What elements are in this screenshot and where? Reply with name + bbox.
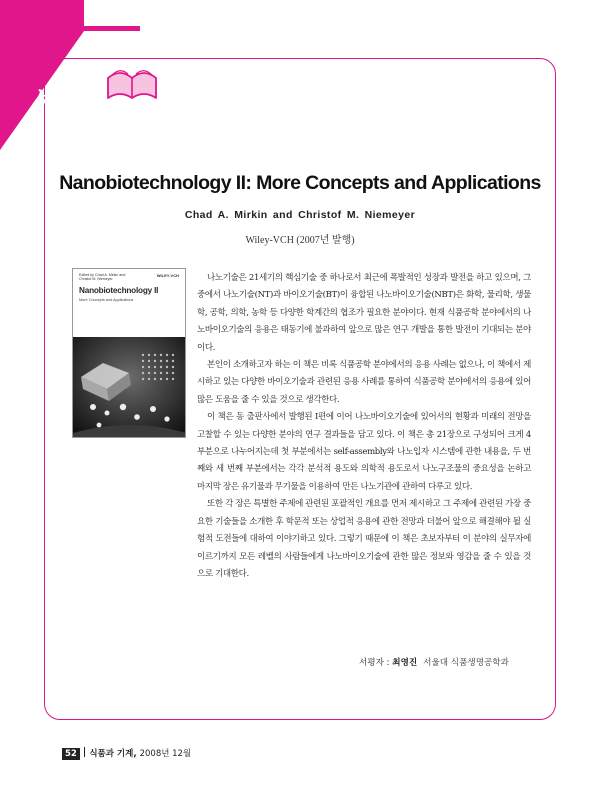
page-footer: [62, 747, 191, 761]
open-book-icon: [104, 64, 160, 104]
paragraph: 본인이 소개하고자 하는 이 책은 비록 식품공학 분야에서의 응용 사례는 없으나, 이 책에서 제시하고 있는 다양한 바이오기술과 관련된 응용 사례를 통하여 식품공학 분야에서의 응용에 있어 많은 도움을 줄 수 있을 것으로 생각한다.: [197, 360, 531, 405]
book-publisher: Wiley-VCH (2007년 발행): [245, 235, 355, 246]
section-number: (1): [79, 98, 95, 111]
cover-publisher-logo: WILEY-VCH: [156, 273, 179, 278]
page-number: 52: [62, 748, 80, 760]
issue-date: 2008년 12월: [139, 749, 192, 759]
cover-editors: Edited by Chad A. Mirkin and Christof M. Niemeyer: [79, 273, 126, 282]
book-title: Nanobiotechnology II: More Concepts and Applications: [59, 172, 541, 194]
reviewer-affiliation: 서울대 식품생명공학과: [423, 658, 509, 668]
reviewer-credit: [359, 656, 509, 668]
review-body: [197, 270, 531, 583]
cover-subtitle: More Concepts and Applications: [79, 298, 134, 303]
footer-divider: [84, 747, 86, 757]
book-authors: Chad A. Mirkin and Christof M. Niemeyer: [184, 209, 416, 221]
paragraph: 나노기술은 21세기의 핵심기술 중 하나로서 최근에 폭발적인 성장과 발전을 하고 있으며, 그 중에서 나노기술(NT)과 바이오기술(BT)이 융합된 나노바이오기술(NBT)은 화학, 물리학, 생물학, 공학, 의학, 농학 등 다양한 학계간의 협조가 필요한 분야이다. 현재 식품공학 분야에서의 나노바이오기술의 응용은 태동기에 불과하여 앞으로 많은 연구 개발을 통한 발전이 기대되는 분야이다.: [197, 273, 531, 353]
reviewer-name: 최영진: [392, 658, 418, 668]
cover-title: Nanobiotechnology II: [79, 286, 159, 296]
magazine-name: 식품과 기계,: [89, 749, 137, 759]
cover-artwork: [73, 337, 186, 438]
reviewer-label: 서평자 :: [359, 658, 393, 668]
paragraph: 이 책은 동 출판사에서 발행된 I편에 이어 나노바이오기술에 있어서의 현황과 미래의 전망을 고찰할 수 있는 다양한 분야의 연구 결과들을 담고 있다. 이 책은 총 21장으로 구성되어 크게 4부분으로 나누어지는데 첫 부분에서는 self-assembly와 나노입자 시스템에 관한 내용을, 두 번째와 세 번째 부분에서는 각각 분석적 용도와 의학적 용도로서 나노구조물의 중요성을 논하고 마지막 장은 유기물과 무기물을 이용하여 만든 나노기관에 관하여 다루고 있다.: [197, 412, 531, 492]
paragraph: 또한 각 장은 특별한 주제에 관련된 포괄적인 개요를 먼저 제시하고 그 주제에 관련된 가장 중요한 기술들을 소개한 후 학문적 또는 상업적 응용에 관한 전망과 더불어 앞으로 해결해야 될 실험적 도전들에 대하여 이야기하고 있다. 그렇기 때문에 이 책은 초보자부터 이 분야의 실무자에 이르기까지 모든 레벨의 사람들에게 나노바이오기술에 관한 많은 정보와 영감을 줄 수 있을 것으로 기대한다.: [197, 499, 531, 579]
section-title: 서평(1): [32, 85, 95, 114]
book-cover: [72, 268, 186, 438]
